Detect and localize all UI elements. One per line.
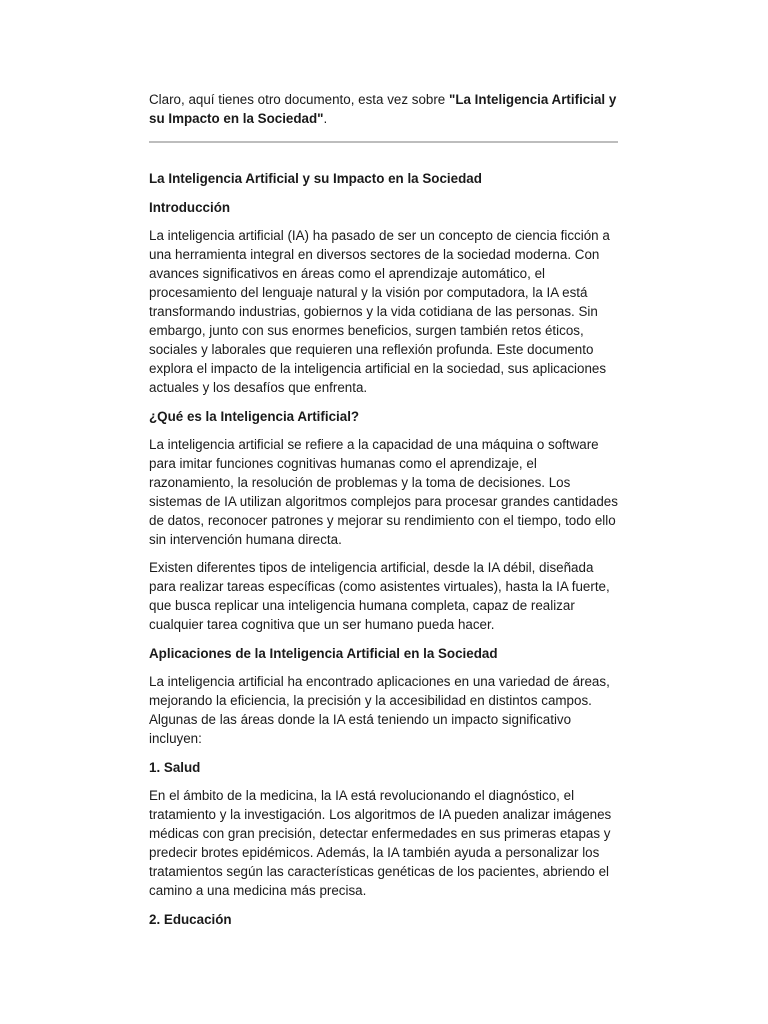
document-title: La Inteligencia Artificial y su Impacto en la Sociedad xyxy=(149,171,482,186)
heading-salud: 1. Salud xyxy=(149,760,201,775)
paragraph-que-es-2: Existen diferentes tipos de inteligencia artificial, desde la IA débil, diseñada para realizar tareas específicas (como asistentes virtuales), hasta la IA fuerte, que busca replicar una inteligencia humana completa, capaz de realizar cualquier tarea cognitiva que un ser humano pueda hacer. xyxy=(149,560,610,632)
paragraph-introduccion: La inteligencia artificial (IA) ha pasado de ser un concepto de ciencia ficción a una herramienta integral en diversos sectores de la sociedad moderna. Con avances significativos en áreas como el aprendizaje automático, el procesamiento del lenguaje natural y la visión por computadora, la IA está transformando industrias, gobiernos y la vida cotidiana de las personas. Sin embargo, junto con sus enormes beneficios, surgen también retos éticos, sociales y laborales que requieren una reflexión profunda. Este documento explora el impacto de la inteligencia artificial en la sociedad, sus aplicaciones actuales y los desafíos que enfrenta. xyxy=(149,228,610,395)
paragraph-aplicaciones: La inteligencia artificial ha encontrado aplicaciones en una variedad de áreas, mejorando la eficiencia, la precisión y la accesibilidad en distintos campos. Algunas de las áreas donde la IA está teniendo un impacto significativo incluyen: xyxy=(149,674,610,746)
intro-prefix: Claro, aquí tienes otro documento, esta vez sobre xyxy=(149,92,449,107)
document-content xyxy=(149,90,619,929)
intro-suffix: . xyxy=(323,111,328,126)
heading-que-es: ¿Qué es la Inteligencia Artificial? xyxy=(149,409,360,424)
intro-quoted-title: "La Inteligencia Artificial y su Impacto en la Sociedad" xyxy=(149,92,617,126)
paragraph-que-es-1: La inteligencia artificial se refiere a la capacidad de una máquina o software para imitar funciones cognitivas humanas como el aprendizaje, el razonamiento, la resolución de problemas y la toma de decisiones. Los sistemas de IA utilizan algoritmos complejos para procesar grandes cantidades de datos, reconocer patrones y mejorar su rendimiento con el tiempo, todo ello sin intervención humana directa. xyxy=(149,437,618,547)
horizontal-divider xyxy=(149,141,618,143)
heading-introduccion: Introducción xyxy=(149,200,231,215)
heading-aplicaciones: Aplicaciones de la Inteligencia Artificial en la Sociedad xyxy=(149,646,498,661)
intro-sentence xyxy=(149,90,619,128)
paragraph-salud: En el ámbito de la medicina, la IA está revolucionando el diagnóstico, el tratamiento y la investigación. Los algoritmos de IA pueden analizar imágenes médicas con gran precisión, detectar enfermedades en sus primeras etapas y predecir brotes epidémicos. Además, la IA también ayuda a personalizar los tratamientos según las características genéticas de los pacientes, abriendo el camino a una medicina más precisa. xyxy=(149,788,612,898)
heading-educacion: 2. Educación xyxy=(149,912,232,927)
